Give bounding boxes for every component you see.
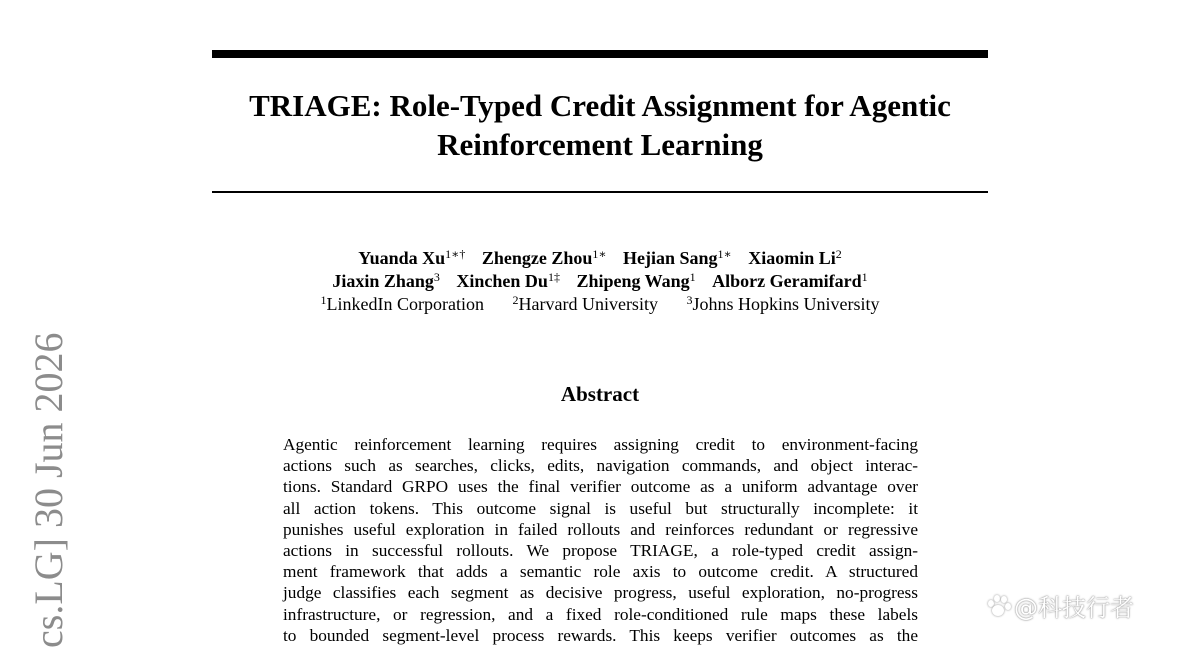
abstract-line: all action tokens. This outcome signal is useful but structurally incomplete: it xyxy=(283,498,918,518)
arxiv-identifier: cs.LG] 30 Jun 2026 xyxy=(26,332,71,648)
affiliation: $^3$Johns Hopkins University xyxy=(686,293,880,314)
author-row-2 xyxy=(212,270,988,293)
affiliation: $^1$LinkedIn Corporation xyxy=(320,293,484,314)
title-line-1: TRIAGE: Role-Typed Credit Assignment for Agentic xyxy=(249,88,951,123)
author: Yuanda $Xu^{1∗\dagger}$ xyxy=(358,247,466,268)
abstract-line: to bounded segment-level process rewards. This keeps verifier outcomes as the xyxy=(283,625,918,645)
abstract-line: tions. Standard GRPO uses the final verifier outcome as a uniform advantage over xyxy=(283,477,918,497)
abstract-line: actions in successful rollouts. We propose TRIAGE, a role-typed credit assign- xyxy=(283,541,918,561)
abstract-line: punishes useful exploration in failed rollouts and reinforces redundant or regressive xyxy=(283,519,918,539)
author: Xiaomin Li$^2$ xyxy=(748,247,842,268)
author: Jiaxin Zhang$^3$ xyxy=(332,270,440,291)
affiliations-row xyxy=(212,293,988,316)
abstract-line: ment framework that adds a semantic role axis to outcome credit. A structured xyxy=(283,562,918,582)
author: Alborz Geramifard$^1$ xyxy=(712,270,868,291)
watermark xyxy=(986,588,1134,623)
paper-title xyxy=(212,86,988,164)
author-block xyxy=(212,247,988,316)
paw-logo-icon xyxy=(986,594,1012,618)
abstract-body xyxy=(283,434,918,646)
author: Xinchen $Du^{1\ddagger}$ xyxy=(456,270,560,291)
author: Zhipeng Wang$^1$ xyxy=(576,270,696,291)
title-line-2: Reinforcement Learning xyxy=(437,127,763,162)
abstract-heading: Abstract xyxy=(560,382,640,406)
abstract-line: judge classifies each segment as decisive progress, useful exploration, no-progress xyxy=(283,583,918,603)
abstract-line: infrastructure, or regression, and a fixed role-conditioned rule maps these labels xyxy=(283,604,918,624)
abstract-line: actions such as searches, clicks, edits, navigation commands, and object interac- xyxy=(283,456,918,476)
title-bottom-rule xyxy=(212,191,988,193)
author: Zhengze Zhou$^{1∗}$ xyxy=(481,247,607,268)
affiliation: $^2$Harvard University xyxy=(512,293,658,314)
abstract-line: Agentic reinforcement learning requires assigning credit to environment-facing xyxy=(283,435,918,454)
watermark-text: @科技行者 xyxy=(1014,594,1134,622)
author-row-1 xyxy=(212,247,988,270)
author: Hejian Sang$^{1∗}$ xyxy=(623,247,732,268)
title-top-rule xyxy=(212,50,988,58)
